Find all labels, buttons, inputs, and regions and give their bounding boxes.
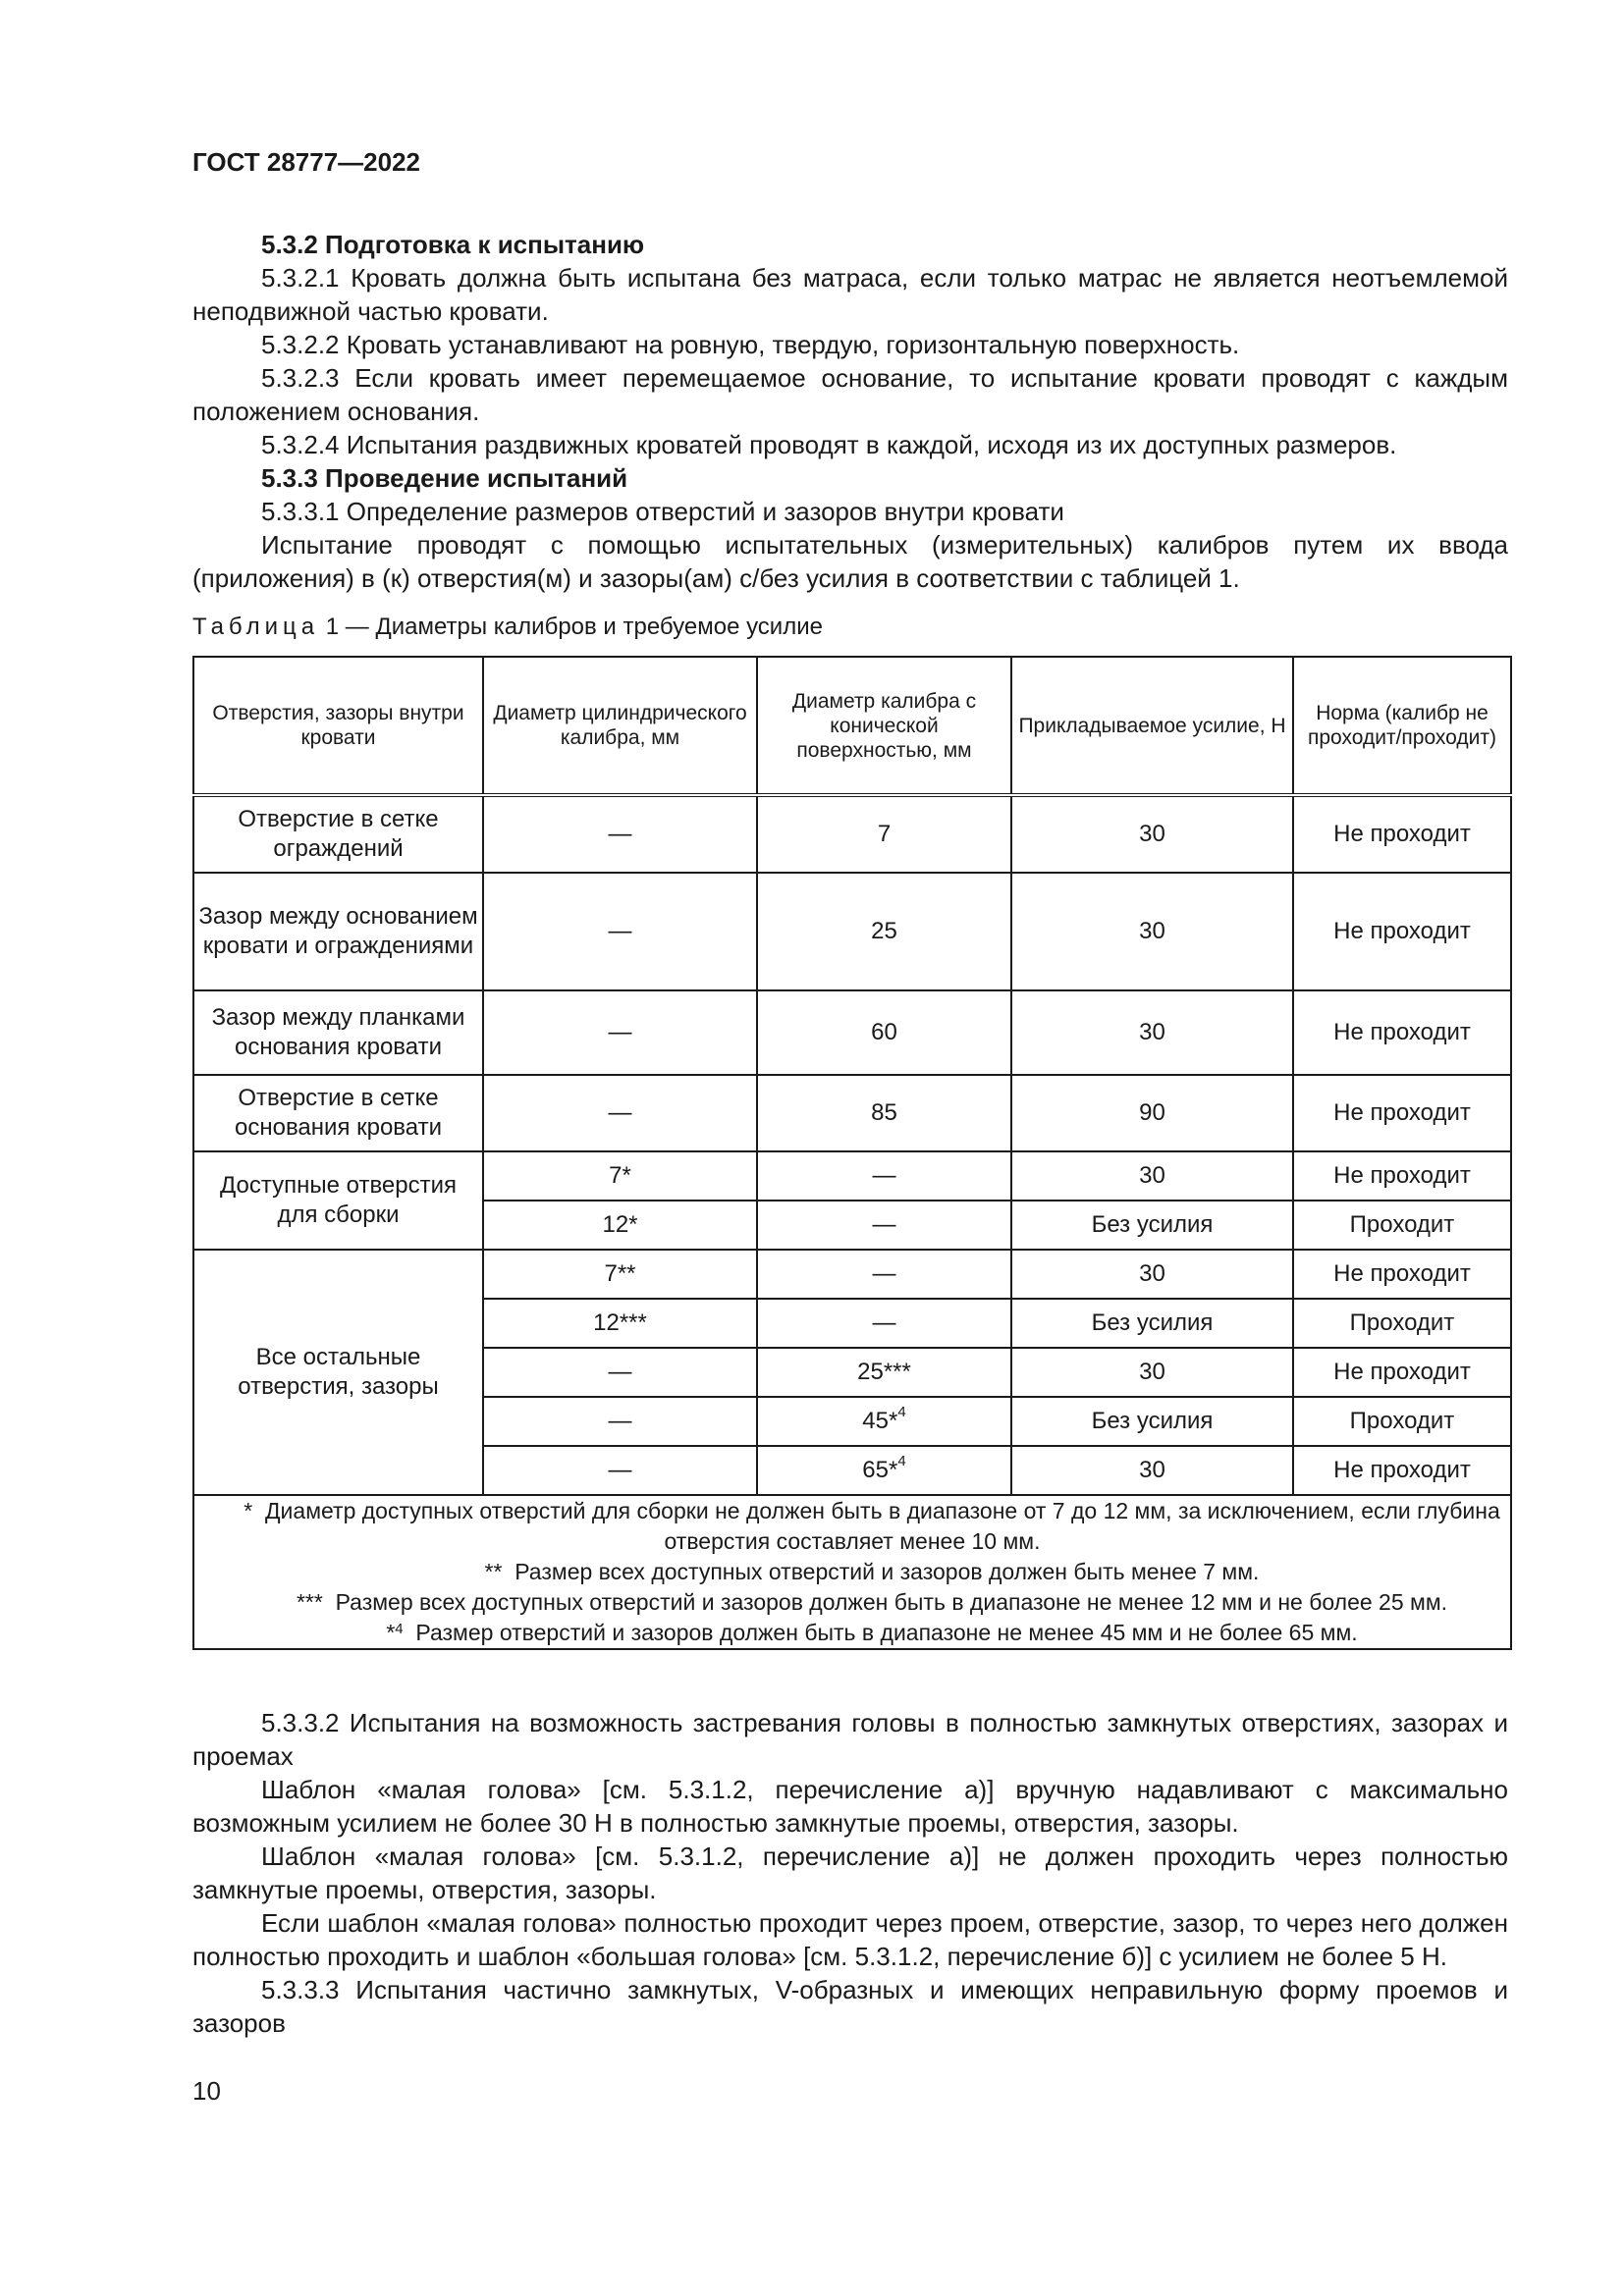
cell-force: Без усилия [1011,1397,1293,1446]
cell-conical: 60 [757,990,1011,1075]
cell-location-assembly: Доступные отверстия для сборки [193,1151,483,1250]
cell-cylindrical: 12*** [483,1299,757,1348]
cell-cylindrical: — [483,1348,757,1397]
cell-conical: — [757,1201,1011,1250]
cell-norm: Проходит [1293,1299,1511,1348]
paragraph-5-3-3-2: 5.3.3.2 Испытания на возможность застревания головы в полностью замкнутых отверстиях, зазорах и проемах [192,1708,1508,1771]
table-caption-title: 1 — Диаметры калибров и требуемое усилие [325,614,823,640]
table-header-row [193,657,1511,795]
cell-force: Без усилия [1011,1201,1293,1250]
cell-norm: Не проходит [1293,1348,1511,1397]
paragraph-test-method: Испытание проводят с помощью испытательных (измерительных) калибров путем их ввода (приложения) в (к) отверстия(м) и зазоры(ам) с/без усилия в соответствии с таблицей 1. [192,530,1508,593]
footnote [198,1496,1506,1557]
paragraph-5-3-2-2: 5.3.2.2 Кровать устанавливают на ровную, твердую, горизонтальную поверхность. [261,330,1240,359]
cell-conical: 7 [757,795,1011,873]
heading-5-3-2: 5.3.2 Подготовка к испытанию [261,230,645,259]
footnote [198,1587,1506,1618]
cell-norm: Не проходит [1293,1151,1511,1201]
table-notes [193,1495,1511,1649]
table-row [193,1250,1511,1299]
cell-cylindrical: — [483,873,757,990]
cell-cylindrical: — [483,795,757,873]
table-row [193,1151,1511,1201]
col-header-conical: Диаметр калибра с конической поверхностью, мм [757,657,1011,795]
col-header-location: Отверстия, зазоры внутри кровати [193,657,483,795]
col-header-force: Прикладываемое усилие, Н [1011,657,1293,795]
footnote-text: Размер всех доступных отверстий и зазоров должен быть в диапазоне не менее 12 мм и не более 25 мм. [335,1589,1448,1615]
cell-norm: Не проходит [1293,795,1511,873]
paragraph-5-3-2-3: 5.3.2.3 Если кровать имеет перемещаемое основание, то испытание кровати проводят с каждым положением основания. [192,363,1508,426]
cell-conical [757,1397,1011,1446]
cone-value: 45* [862,1408,898,1434]
cell-location: Зазор между планками основания кровати [193,990,483,1075]
cell-norm: Проходит [1293,1201,1511,1250]
cell-norm: Не проходит [1293,1075,1511,1151]
page-number: 10 [192,2076,221,2106]
paragraph-small-head-pressure: Шаблон «малая голова» [см. 5.3.1.2, перечисление а)] вручную надавливают с максимально возможным усилием не более 30 Н в полностью замкнутые проемы, отверстия, зазоры. [192,1775,1508,1838]
footnote-text: Размер отверстий и зазоров должен быть в диапазоне не менее 45 мм и не более 65 мм. [415,1620,1358,1645]
cell-force: 90 [1011,1075,1293,1151]
cell-cylindrical: — [483,1075,757,1151]
col-header-cylindrical: Диаметр цилиндрического калибра, мм [483,657,757,795]
paragraph-small-head-requirement: Шаблон «малая голова» [см. 5.3.1.2, перечисление а)] не должен проходить через полностью замкнутые проемы, отверстия, зазоры. [192,1842,1508,1904]
cell-norm: Не проходит [1293,990,1511,1075]
cell-cylindrical: 12* [483,1201,757,1250]
footnote [198,1557,1506,1587]
footnote-sup: 4 [395,1621,404,1637]
footnote-mark: *** [296,1589,323,1615]
table-caption-word: Таблица [192,614,320,640]
footnote-text: Размер всех доступных отверстий и зазоров должен быть менее 7 мм. [514,1559,1260,1584]
cell-cylindrical: 7* [483,1151,757,1201]
cell-force: Без усилия [1011,1299,1293,1348]
paragraph-5-3-2-1: 5.3.2.1 Кровать должна быть испытана без матраса, если только матрас не является неотъемлемой неподвижной частью кровати. [192,263,1508,326]
table-row [193,990,1511,1075]
footnote-sup: 4 [897,1453,906,1469]
cell-norm: Не проходит [1293,1446,1511,1495]
cell-force: 30 [1011,990,1293,1075]
cell-force: 30 [1011,1446,1293,1495]
table-caption [192,614,823,641]
cell-force: 30 [1011,1250,1293,1299]
cell-conical: — [757,1299,1011,1348]
section-top [192,228,1508,595]
table-notes-row [193,1495,1511,1649]
cell-force: 30 [1011,873,1293,990]
cell-norm: Не проходит [1293,873,1511,990]
footnote-sup: 4 [897,1404,906,1420]
cell-force: 30 [1011,795,1293,873]
paragraph-5-3-2-4: 5.3.2.4 Испытания раздвижных кроватей проводят в каждой, исходя из их доступных размеров. [261,430,1397,459]
heading-5-3-3: 5.3.3 Проведение испытаний [261,463,628,493]
paragraph-5-3-3-3: 5.3.3.3 Испытания частично замкнутых, V-образных и имеющих неправильную форму проемов и зазоров [192,1975,1508,2038]
section-bottom [192,1706,1508,2040]
cell-location-other: Все остальные отверстия, зазоры [193,1250,483,1495]
cell-location: Отверстие в сетке основания кровати [193,1075,483,1151]
table-row [193,795,1511,873]
cell-location: Зазор между основанием кровати и ограждениями [193,873,483,990]
standard-header: ГОСТ 28777—2022 [192,147,420,177]
cell-conical [757,1446,1011,1495]
cell-cylindrical: — [483,990,757,1075]
cell-norm: Не проходит [1293,1250,1511,1299]
footnote [198,1618,1506,1648]
cell-conical: 25*** [757,1348,1011,1397]
cell-force: 30 [1011,1151,1293,1201]
col-header-norm: Норма (калибр не проходит/проходит) [1293,657,1511,795]
cell-conical: 25 [757,873,1011,990]
cone-value: 65* [862,1457,898,1483]
table-row [193,873,1511,990]
footnote-mark: * [244,1498,253,1523]
gauge-table [192,656,1512,1650]
cell-force: 30 [1011,1348,1293,1397]
footnote-mark: * [386,1620,396,1645]
cell-norm: Проходит [1293,1397,1511,1446]
paragraph-5-3-3-1: 5.3.3.1 Определение размеров отверстий и зазоров внутри кровати [261,497,1064,526]
cell-conical: — [757,1151,1011,1201]
cell-cylindrical: — [483,1397,757,1446]
cell-conical: 85 [757,1075,1011,1151]
paragraph-large-head: Если шаблон «малая голова» полностью проходит через проем, отверстие, зазор, то через него должен полностью проходить и шаблон «большая голова» [см. 5.3.1.2, перечисление б)] с усилием не более 5 Н. [192,1908,1508,1971]
footnote-text: Диаметр доступных отверстий для сборки не должен быть в диапазоне от 7 до 12 мм, за исключением, если глубина отверстия составляет менее 10 мм. [264,1498,1500,1554]
footnote-mark: ** [484,1559,503,1584]
cell-cylindrical: 7** [483,1250,757,1299]
table-row [193,1075,1511,1151]
cell-conical: — [757,1250,1011,1299]
cell-cylindrical: — [483,1446,757,1495]
cell-location: Отверстие в сетке ограждений [193,795,483,873]
